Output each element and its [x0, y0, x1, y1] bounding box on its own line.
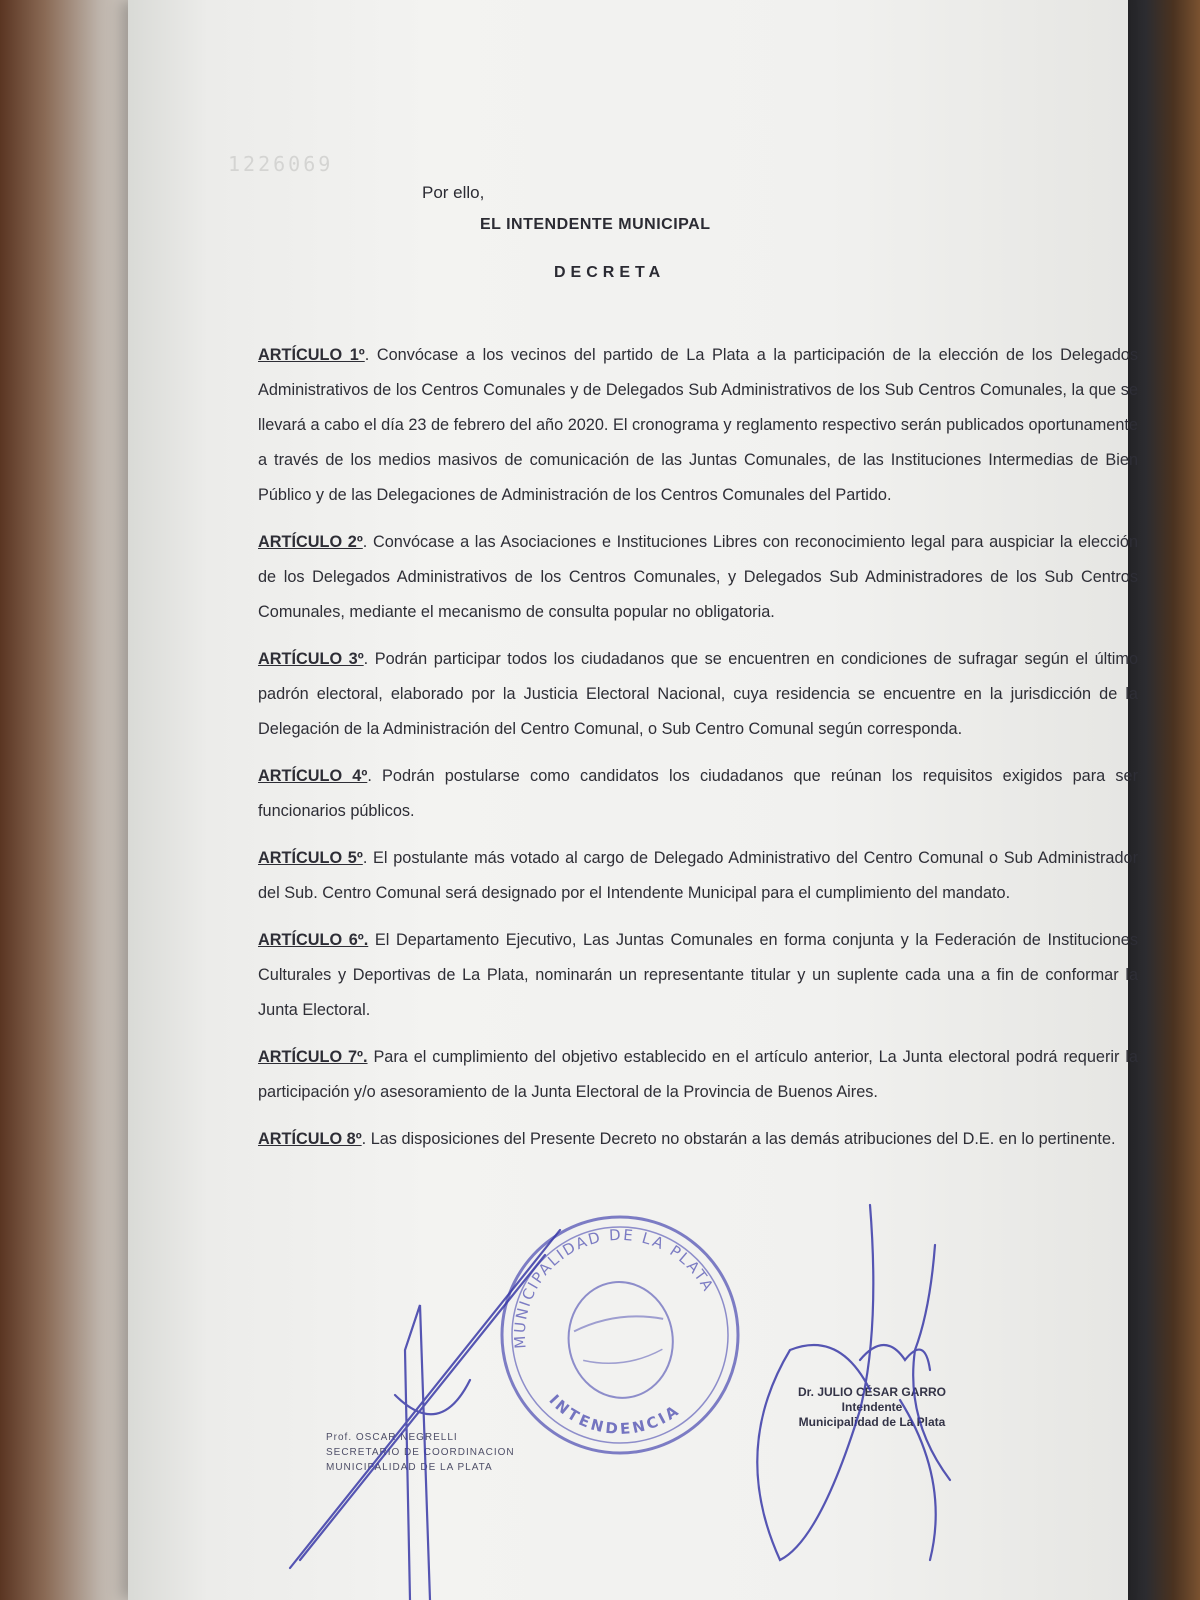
decree-heading: DECRETA: [554, 264, 666, 281]
article-label: ARTÍCULO 3º: [258, 650, 364, 668]
article-8: [258, 1122, 1138, 1157]
seal-outer-text: MUNICIPALIDAD DE LA PLATA: [510, 1225, 718, 1350]
article-text: . Podrán participar todos los ciudadanos que se encuentren en condiciones de sufragar según el último padrón electoral, elaborado por la Justicia Electoral Nacional, cuya residencia se encuentre en la jurisdicción de la Delegación de la Administración del Centro Comunal, o Sub Centro Comunal según corresponda.: [258, 650, 1138, 738]
signer-name: Prof. OSCAR NEGRELLI: [326, 1432, 458, 1443]
article-label: ARTÍCULO 2º: [258, 533, 363, 551]
article-text: Para el cumplimiento del objetivo establecido en el artículo anterior, La Junta electoral podrá requerir la participación y/o asesoramiento de la Junta Electoral de la Provincia de Buenos Aires.: [258, 1048, 1138, 1101]
faded-stamp-number: 1226069: [228, 152, 334, 176]
article-1: [258, 338, 1138, 513]
signer-title: Intendente: [841, 1400, 903, 1414]
signer-title: SECRETARIO DE COORDINACION: [326, 1447, 515, 1458]
article-2: [258, 525, 1138, 630]
article-6: [258, 923, 1138, 1028]
signature-block-left: [326, 1430, 515, 1475]
decree-document: [130, 0, 1139, 1600]
article-text: . Las disposiciones del Presente Decreto no obstarán a las demás atribuciones del D.E. en lo pertinente.: [361, 1130, 1116, 1148]
intro-line: Por ello,: [422, 183, 485, 202]
article-label: ARTÍCULO 7º.: [258, 1048, 368, 1066]
article-text: . Podrán postularse como candidatos los ciudadanos que reúnan los requisitos exigidos para ser funcionarios públicos.: [258, 767, 1138, 820]
article-label: ARTÍCULO 6º.: [258, 931, 369, 949]
article-7: [258, 1040, 1138, 1110]
authority-heading: EL INTENDENTE MUNICIPAL: [480, 216, 711, 233]
signer-office: MUNICIPALIDAD DE LA PLATA: [326, 1462, 493, 1473]
article-label: ARTÍCULO 5º: [258, 849, 363, 867]
article-5: [258, 841, 1138, 911]
article-text: El Departamento Ejecutivo, Las Juntas Comunales en forma conjunta y la Federación de Instituciones Culturales y Deportivas de La Plata, nominarán un representante titular y un suplente cada una a fin de conformar la Junta Electoral.: [258, 931, 1138, 1019]
article-text: . Convócase a los vecinos del partido de La Plata a la participación de la elección de los Delegados Administrativos de los Centros Comunales y de Delegados Sub Administrativos de los Sub Centros Comunales, la que se llevará a cabo el día 23 de febrero del año 2020. El cronograma y reglamento respectivo serán publicados oportunamente a través de los medios masivos de comunicación de las Juntas Comunales, de las Instituciones Intermedias de Bien Público y de las Delegaciones de Administración de los Centros Comunales del Partido.: [258, 346, 1139, 504]
article-4: [258, 759, 1138, 829]
article-text: . Convócase a las Asociaciones e Instituciones Libres con reconocimiento legal para auspiciar la elección de los Delegados Administrativos de los Centros Comunales, y Delegados Sub Administradores de los Sub Centros Comunales, mediante el mecanismo de consulta popular no obligatoria.: [258, 533, 1139, 621]
signer-name: Dr. JULIO CÉSAR GARRO: [798, 1385, 947, 1399]
seal-bottom-text: INTENDENCIA: [545, 1391, 684, 1439]
article-label: ARTÍCULO 8º: [258, 1130, 362, 1148]
article-text: . El postulante más votado al cargo de Delegado Administrativo del Centro Comunal o Sub Administrador del Sub. Centro Comunal será designado por el Intendente Municipal para el cumplimiento del mandato.: [258, 849, 1139, 902]
article-label: ARTÍCULO 1º: [258, 346, 365, 364]
articles-body: [258, 338, 1138, 1169]
signer-office: Municipalidad de La Plata: [798, 1415, 946, 1429]
article-label: ARTÍCULO 4º: [258, 767, 368, 785]
article-3: [258, 642, 1138, 747]
signature-block-right: [798, 1385, 946, 1430]
